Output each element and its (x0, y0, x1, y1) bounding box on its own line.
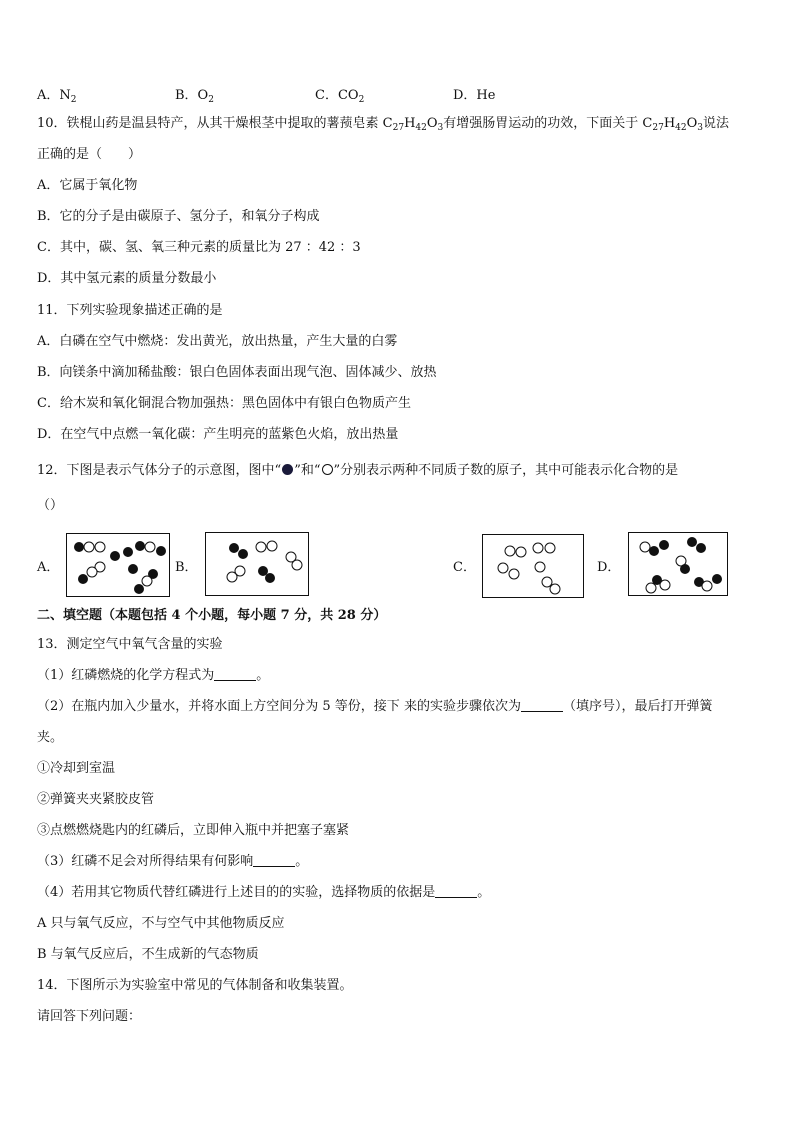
q12-label-c: C． (453, 560, 476, 575)
q12-diagram-b (206, 533, 308, 595)
q13-step-1: ①冷却到室温 (37, 761, 116, 776)
atom-white (292, 560, 302, 570)
atom-black (649, 546, 659, 556)
q11-option-c: C．给木炭和氧化铜混合物加强热：黑色固体中有银白色物质产生 (37, 396, 411, 411)
q14-prompt: 请回答下列问题： (37, 1009, 142, 1024)
atom-white (87, 567, 97, 577)
q10-stem-line2: 正确的是（ ） (37, 147, 142, 162)
atom-black (712, 574, 722, 584)
q13-choice-b: B 与氧气反应后，不生成新的气态物质 (37, 947, 259, 962)
q13-blank-4[interactable] (435, 884, 477, 898)
q12-diagram-d (629, 533, 727, 595)
q11-stem: 11．下列实验现象描述正确的是 (37, 303, 223, 318)
q11-option-a: A．白磷在空气中燃烧：发出黄光，放出热量，产生大量的白雾 (37, 334, 398, 349)
atom-white (545, 543, 555, 553)
q10-option-c: C．其中，碳、氢、氧三种元素的质量比为 27 ：42 ：3 (37, 240, 361, 255)
atom-white (84, 542, 94, 552)
q11-option-b: B．向镁条中滴加稀盐酸：银白色固体表面出现气泡、固体减少、放热 (37, 365, 437, 380)
q9-option-d: D．He (453, 88, 496, 103)
q14-stem: 14．下图所示为实验室中常见的气体制备和收集装置。 (37, 978, 353, 993)
q13-step-2: ②弹簧夹夹紧胶皮管 (37, 792, 155, 807)
atom-white (145, 542, 155, 552)
atom-black (128, 564, 138, 574)
atom-black (74, 542, 84, 552)
q13-choice-a: A 只与氧气反应，不与空气中其他物质反应 (37, 916, 285, 931)
q12-diagram-a (67, 534, 169, 596)
atom-white (95, 542, 105, 552)
atom-white (660, 580, 670, 590)
atom-black (78, 574, 88, 584)
atom-black (156, 546, 166, 556)
q13-blank-2[interactable] (521, 698, 563, 712)
atom-white (516, 547, 526, 557)
q13-part4: （4）若用其它物质代替红磷进行上述目的的实验，选择物质的依据是 。 (37, 885, 491, 900)
q12-stem-line2: （） (37, 498, 64, 513)
q13-part1: （1）红磷燃烧的化学方程式为 。 (37, 668, 270, 683)
q11-option-d: D．在空气中点燃一氧化碳：产生明亮的蓝紫色火焰，放出热量 (37, 427, 399, 442)
q13-part2-cont: 夹。 (37, 730, 64, 745)
black-atom-icon (281, 463, 294, 476)
atom-black (229, 543, 239, 553)
q12-box-b (205, 532, 309, 596)
atom-black (659, 540, 669, 550)
atom-black (123, 547, 133, 557)
atom-white (505, 546, 515, 556)
white-atom-icon (321, 463, 334, 476)
atom-black (687, 537, 697, 547)
q13-step-3: ③点燃燃烧匙内的红磷后，立即伸入瓶中并把塞子塞紧 (37, 823, 350, 838)
atom-white (542, 577, 552, 587)
q13-part2: （2）在瓶内加入少量水，并将水面上方空间分为 5 等份，接下 来的实验步骤依次为 （填序号），最后打开弹簧 (37, 699, 713, 714)
q12-label-d: D． (597, 560, 621, 575)
q13-part3: （3）红磷不足会对所得结果有何影响 。 (37, 854, 309, 869)
q10-option-d: D．其中氢元素的质量分数最小 (37, 271, 217, 286)
atom-white (498, 563, 508, 573)
q9-option-a: A．$N_2$ (37, 88, 77, 105)
atom-black (696, 543, 706, 553)
atom-black (265, 573, 275, 583)
q12-box-c (482, 534, 584, 598)
q9-option-c: C．$CO_2$ (315, 88, 365, 105)
section-2-title: 二、填空题（本题包括 4 个小题，每小题 7 分，共 28 分） (37, 608, 387, 623)
atom-white (509, 569, 519, 579)
q9-option-b: B．$O_2$ (175, 88, 214, 105)
atom-black (134, 584, 144, 594)
q12-label-a: A． (37, 560, 60, 575)
q12-diagram-c (483, 535, 583, 597)
atom-black (680, 564, 690, 574)
q12-box-a (66, 533, 170, 597)
atom-white (267, 541, 277, 551)
atom-white (256, 542, 266, 552)
atom-white (533, 543, 543, 553)
q13-blank-1[interactable] (214, 667, 256, 681)
q12-stem-line1: 12．下图是表示气体分子的示意图，图中“ ”和“ ”分别表示两种不同质子数的原子，其中可能表示化合物的是 (37, 463, 679, 478)
q10-option-a: A．它属于氧化物 (37, 178, 138, 193)
atom-white (550, 584, 560, 594)
q10-option-b: B．它的分子是由碳原子、氢分子，和氧分子构成 (37, 209, 320, 224)
atom-white (702, 581, 712, 591)
atom-white (535, 562, 545, 572)
atom-white (640, 542, 650, 552)
atom-black (110, 551, 120, 561)
q10-stem-line1: 10．铁棍山药是温县特产，从其干燥根茎中提取的薯蓣皂素 $C_{27}H_{42}O_3$有增强肠胃运动的功效，下面关于 $C_{27}H_{42}O_3$说法 (37, 116, 730, 133)
atom-white (227, 572, 237, 582)
atom-white (142, 576, 152, 586)
atom-black (238, 549, 248, 559)
q12-label-b: B． (175, 560, 198, 575)
q13-stem: 13．测定空气中氧气含量的实验 (37, 637, 223, 652)
q12-box-d (628, 532, 728, 596)
atom-white (646, 583, 656, 593)
q13-blank-3[interactable] (253, 853, 295, 867)
atom-black (135, 541, 145, 551)
